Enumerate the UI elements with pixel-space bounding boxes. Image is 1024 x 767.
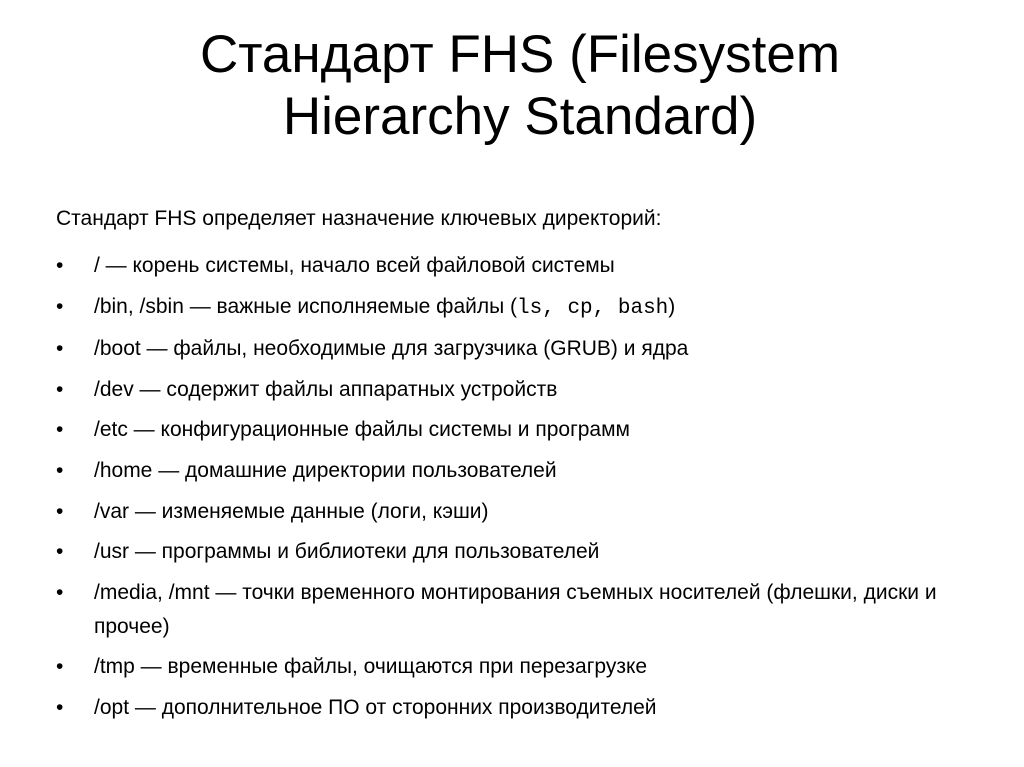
list-item-root xyxy=(56,249,986,283)
command-examples: ls, cp, bash xyxy=(517,296,669,320)
list-item-text: /boot — файлы, необходимые для загрузчика (GRUB) и ядра xyxy=(94,337,689,361)
list-item-text: /var — изменяемые данные (логи, кэши) xyxy=(94,499,489,523)
bullet-icon: • xyxy=(56,254,64,277)
list-item-dev xyxy=(56,373,986,407)
list-item-boot xyxy=(56,332,986,366)
list-item-text: /media, /mnt — точки временного монтирования съемных носителей (флешки, диски и прочее) xyxy=(94,580,937,638)
list-item-home xyxy=(56,454,986,488)
list-item-text: /etc — конфигурационные файлы системы и программ xyxy=(94,418,630,442)
bullet-icon: • xyxy=(56,377,64,401)
list-item-opt xyxy=(56,691,986,725)
bullet-icon: • xyxy=(56,418,64,442)
bullet-icon: • xyxy=(56,294,64,318)
list-item-bin-sbin xyxy=(56,290,986,326)
list-item-media-mnt xyxy=(56,576,986,644)
slide-title: Стандарт FHS (Filesystem Hierarchy Standard) xyxy=(199,25,841,146)
bullet-icon: • xyxy=(56,695,64,719)
list-item-text: /dev — содержит файлы аппаратных устройств xyxy=(94,377,558,401)
bullet-icon: • xyxy=(56,499,64,523)
list-item-text: /home — домашние директории пользователей xyxy=(94,458,557,482)
list-item-var xyxy=(56,495,986,529)
bullet-icon: • xyxy=(56,540,64,564)
list-item-usr xyxy=(56,535,986,569)
list-item-text: /bin, /sbin — важные исполняемые файлы ( xyxy=(94,294,518,318)
list-item-tmp xyxy=(56,650,986,684)
bullet-icon: • xyxy=(56,655,64,679)
bullet-icon: • xyxy=(56,337,64,361)
list-item-text: / — корень системы, начало всей файловой системы xyxy=(94,254,615,277)
intro-text: Стандарт FHS определяет назначение ключевых директорий: xyxy=(56,207,662,230)
bullet-icon: • xyxy=(56,458,64,482)
list-item-text: /usr — программы и библиотеки для пользователей xyxy=(94,540,600,564)
list-item-text: /tmp — временные файлы, очищаются при перезагрузке xyxy=(94,655,648,679)
list-item-text-end: ) xyxy=(668,294,676,318)
list-item-etc xyxy=(56,413,986,447)
directory-list xyxy=(56,249,986,725)
slide-content xyxy=(56,206,986,725)
list-item-text: /opt — дополнительное ПО от сторонних производителей xyxy=(94,695,657,719)
bullet-icon: • xyxy=(56,580,64,604)
